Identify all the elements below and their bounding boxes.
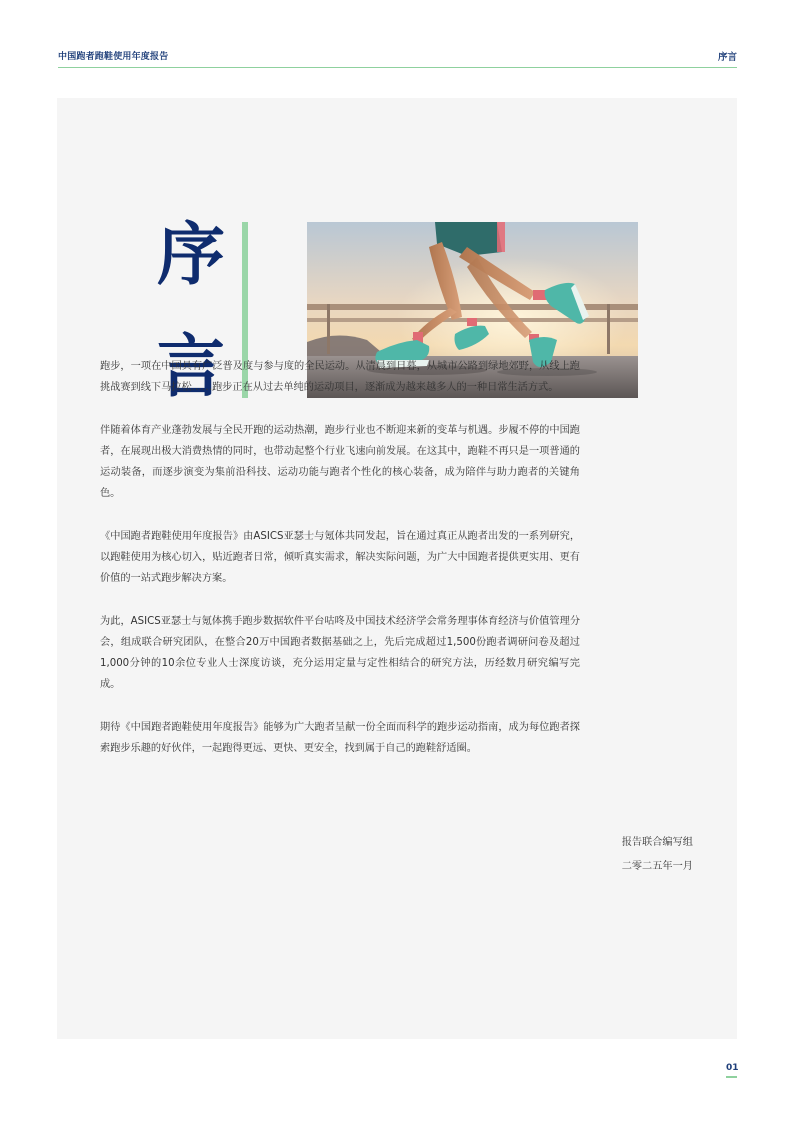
title-char-1: 序 — [157, 216, 226, 295]
signature-author: 报告联合编写组 — [621, 837, 693, 848]
paragraph-5: 期待《中国跑者跑鞋使用年度报告》能够为广大跑者呈献一份全面而科学的跑步运动指南，成为每位跑者探索跑步乐趣的好伙伴，一起跑得更远、更快、更安全，找到属于自己的跑鞋舒适圈。 — [100, 722, 580, 754]
paragraph-4: 为此，ASICS亚瑟士与氪体携手跑步数据软件平台咕咚及中国技术经济学会常务理事体育经济与价值管理分会，组成联合研究团队，在整合20万中国跑者数据基础之上，先后完成超过1,500份跑者调研问卷及超过1,000分钟的10余位专业人士深度访谈，充分运用定量与定性相结合的研究方法，历经数月研究编写完成。 — [100, 616, 580, 690]
signature-date: 二零二五年一月 — [621, 861, 693, 872]
paragraph-2: 伴随着体育产业蓬勃发展与全民开跑的运动热潮，跑步行业也不断迎来新的变革与机遇。步履不停的中国跑者，在展现出极大消费热情的同时，也带动起整个行业飞速向前发展。在这其中，跑鞋不再只是一项普通的运动装备，而逐步演变为集前沿科技、运动功能与跑者个性化的核心装备，成为陪伴与助力跑者的关键角色。 — [100, 425, 580, 499]
paragraph-1: 跑步，一项在中国具有广泛普及度与参与度的全民运动。从清晨到日暮，从城市公路到绿地郊野，从线上跑挑战赛到线下马拉松……跑步正在从过去单纯的运动项目，逐渐成为越来越多人的一种日常生活方式。 — [100, 361, 580, 393]
section-title: 序言 — [717, 52, 737, 63]
preface-body — [100, 356, 580, 781]
report-title: 中国跑者跑鞋使用年度报告 — [58, 52, 169, 62]
page-header — [58, 49, 737, 68]
signature-block — [622, 831, 693, 879]
paragraph-3: 《中国跑者跑鞋使用年度报告》由ASICS亚瑟士与氪体共同发起，旨在通过真正从跑者出发的一系列研究，以跑鞋使用为核心切入，贴近跑者日常，倾听真实需求，解决实际问题，为广大中国跑者提供更实用、更有价值的一站式跑步解决方案。 — [100, 531, 580, 584]
page-number-underline — [726, 1076, 737, 1078]
title-char-2: 言 — [157, 328, 226, 407]
page-number: 01 — [726, 1063, 739, 1073]
